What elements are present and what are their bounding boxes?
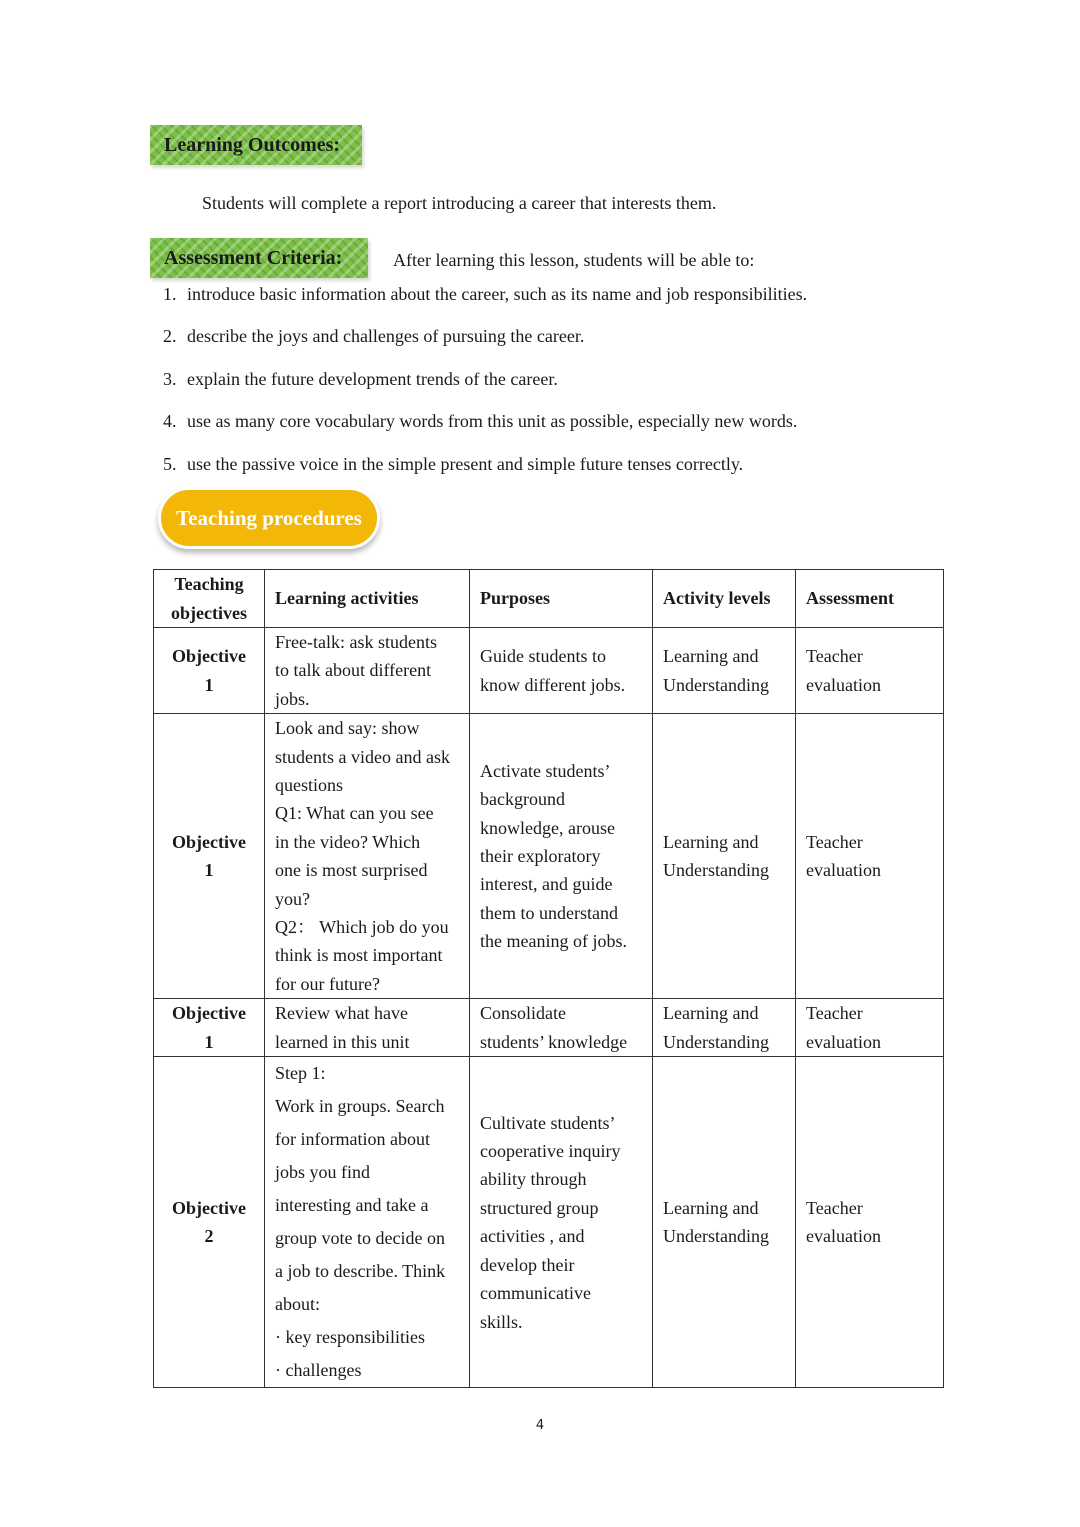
objective-cell [154,714,265,999]
cell-line: Objective [172,831,246,852]
cell-line: Step 1: [275,1063,326,1084]
cell-line: jobs. [275,688,310,709]
cell-line: Work in groups. Search [275,1096,445,1117]
cell-line: Learning and [663,1197,759,1218]
table-row [154,628,944,714]
criteria-item-text: introduce basic information about the career, such as its name and job responsibilities. [187,284,808,304]
activity-cell [265,999,470,1057]
table-row [154,714,944,999]
header-purposes: Purposes [470,570,653,628]
assessment-criteria-heading: Assessment Criteria: [150,238,368,278]
cell-line: Objective [172,1197,246,1218]
cell-line: students’ knowledge [480,1031,628,1052]
criteria-item [163,409,797,433]
criteria-item [163,452,743,476]
cell-line: the meaning of jobs. [480,931,627,952]
cell-line: background [480,789,565,810]
criteria-item-number: 1. [163,284,177,304]
activity-cell [265,628,470,714]
cell-line: one is most surprised [275,860,428,881]
purpose-cell [470,714,653,999]
cell-line: Objective [172,1003,246,1024]
cell-line: think is most important [275,945,443,966]
cell-line: Activate students’ [480,760,611,781]
criteria-item-number: 2. [163,326,177,346]
assessment-cell [796,714,944,999]
header-teaching-objectives [154,570,265,628]
assessment-cell [796,999,944,1057]
cell-line: in the video? Which [275,831,421,852]
criteria-item-number: 3. [163,369,177,389]
cell-line: a job to describe. Think [275,1261,446,1282]
level-cell [653,628,796,714]
cell-line: cooperative inquiry [480,1141,621,1162]
cell-line: group vote to decide on [275,1228,445,1249]
cell-line: them to understand [480,902,618,923]
cell-line: Teacher [806,831,863,852]
cell-line: evaluation [806,1226,881,1247]
cell-line: interest, and guide [480,874,613,895]
cell-line: learned in this unit [275,1031,410,1052]
objective-cell [154,628,265,714]
criteria-item-text: use the passive voice in the simple present and simple future tenses correctly. [187,454,744,474]
learning-outcomes-heading: Learning Outcomes: [150,125,362,165]
cell-line: 1 [204,1031,214,1052]
activity-cell [265,714,470,999]
criteria-item-text: explain the future development trends of the career. [187,369,558,389]
cell-line: about: [275,1294,320,1315]
cell-line: to talk about different [275,660,432,681]
cell-line: Learning and [663,646,759,667]
cell-line: Objective [172,646,246,667]
cell-line: 1 [204,674,214,695]
level-cell [653,714,796,999]
criteria-item-text: use as many core vocabulary words from this unit as possible, especially new words. [187,411,798,431]
cell-line: you? [275,888,310,909]
table-header-row [154,570,944,628]
cell-line: Learning and [663,1003,759,1024]
assessment-criteria-intro: After learning this lesson, students will be able to: [393,250,755,270]
header-learning-activities: Learning activities [265,570,470,628]
cell-line: Guide students to [480,646,606,667]
table-row [154,999,944,1057]
cell-line: their exploratory [480,846,601,867]
objective-cell [154,1057,265,1388]
criteria-item-text: describe the joys and challenges of pursuing the career. [187,326,585,346]
purpose-cell [470,1057,653,1388]
criteria-item-number: 4. [163,411,177,431]
cell-line: knowledge, arouse [480,817,615,838]
cell-line: Consolidate [480,1003,566,1024]
learning-outcomes-text: Students will complete a report introducing a career that interests them. [202,193,717,213]
cell-line: students a video and ask [275,746,450,767]
cell-line: interesting and take a [275,1195,429,1216]
criteria-item [163,324,584,348]
teaching-procedures-heading: Teaching procedures [158,487,380,549]
cell-line: skills. [480,1311,523,1332]
cell-line: Review what have [275,1003,408,1024]
header-activity-levels: Activity levels [653,570,796,628]
cell-line: Teacher [806,1197,863,1218]
cell-line: · key responsibilities [275,1327,425,1348]
cell-line: Free-talk: ask students [275,632,437,652]
cell-line: 1 [204,860,214,881]
cell-line: develop their [480,1254,575,1275]
cell-line: 2 [204,1226,214,1247]
cell-line: questions [275,775,344,796]
cell-line: Q2： Which job do you [275,917,449,938]
cell-line: Q1: What can you see [275,803,434,824]
header-assessment: Assessment [796,570,944,628]
criteria-item-number: 5. [163,454,177,474]
cell-line: Teacher [806,1003,863,1024]
header-line: objectives [171,602,247,623]
cell-line: evaluation [806,1031,881,1052]
assessment-cell [796,628,944,714]
objective-cell [154,999,265,1057]
cell-line: for our future? [275,973,380,994]
cell-line: for information about [275,1129,430,1150]
cell-line: evaluation [806,860,881,881]
assessment-cell [796,1057,944,1388]
cell-line: Cultivate students’ [480,1112,616,1133]
criteria-item [163,282,807,306]
cell-line: Look and say: show [275,718,420,739]
teaching-procedures-table [153,569,944,1388]
cell-line: Understanding [663,674,769,695]
cell-line: Understanding [663,1226,769,1247]
cell-line: Learning and [663,831,759,852]
header-line: Teaching [174,574,244,595]
purpose-cell [470,999,653,1057]
cell-line: Understanding [663,860,769,881]
criteria-item [163,367,558,391]
cell-line: Understanding [663,1031,769,1052]
purpose-cell [470,628,653,714]
cell-line: ability through [480,1169,587,1190]
level-cell [653,1057,796,1388]
table-row [154,1057,944,1388]
cell-line: communicative [480,1283,591,1304]
page-number: 4 [535,1418,545,1433]
level-cell [653,999,796,1057]
cell-line: structured group [480,1197,599,1218]
cell-line: jobs you find [275,1162,371,1183]
cell-line: Teacher [806,646,863,667]
cell-line: know different jobs. [480,674,626,695]
cell-line: · challenges [275,1360,362,1381]
cell-line: activities , and [480,1226,585,1247]
activity-cell [265,1057,470,1388]
cell-line: evaluation [806,674,881,695]
